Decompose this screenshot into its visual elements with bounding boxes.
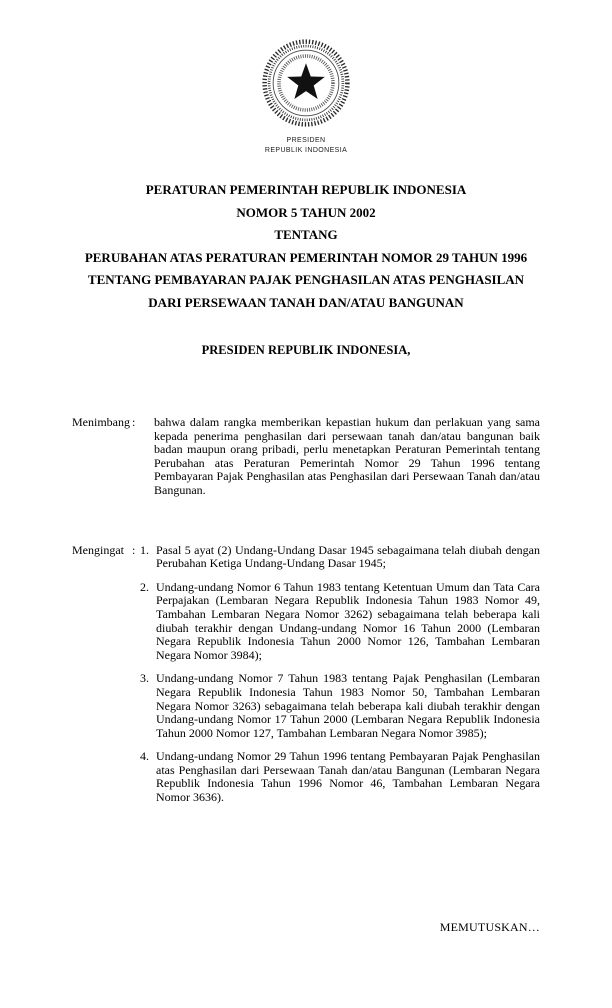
garuda-star-icon <box>261 38 351 128</box>
emblem-caption <box>72 136 540 155</box>
list-item-text: Undang-undang Nomor 29 Tahun 1996 tentang Pembayaran Pajak Penghasilan atas Penghasilan dari Persewaan Tanah dan/atau Bangunan (Lembaran Negara Republik Indonesia Tahun 1996 Nomor 46, Tambahan Lembaran Negara Nomor 3636). <box>156 749 540 805</box>
title-line: DARI PERSEWAAN TANAH DAN/ATAU BANGUNAN <box>148 294 464 310</box>
list-item-number: 1. <box>140 542 149 557</box>
section-label-mengingat: Mengingat <box>72 542 124 557</box>
list-item <box>140 544 540 571</box>
legal-basis-section <box>72 544 540 815</box>
list-item-text: Pasal 5 ayat (2) Undang-Undang Dasar 1945 sebagaimana telah diubah dengan Perubahan Ketiga Undang-Undang Dasar 1945; <box>156 542 540 571</box>
list-item-number: 2. <box>140 579 149 594</box>
considering-section <box>72 416 540 498</box>
list-item-number: 3. <box>140 671 149 686</box>
salutation-line: PRESIDEN REPUBLIK INDONESIA, <box>201 343 411 357</box>
title-line: PERATURAN PEMERINTAH REPUBLIK INDONESIA <box>145 182 467 197</box>
legal-basis-list <box>140 544 540 815</box>
section-label-menimbang: Menimbang <box>72 415 130 429</box>
presidential-emblem <box>72 38 540 155</box>
list-item <box>140 581 540 663</box>
list-item-text: Undang-undang Nomor 6 Tahun 1983 tentang Ketentuan Umum dan Tata Cara Perpajakan (Lembaran Negara Republik Indonesia Tahun 1983 Nomor 49, Tambahan Lembaran Negara Nomor 3262) sebagaimana telah beberapa kali diubah terakhir dengan Undang-undang Nomor 16 Tahun 2000 (Lembaran Negara Republik Indonesia Tahun 2000 Nomor 126, Tambahan Lembaran Negara Nomor 3984); <box>156 579 540 662</box>
section-colon: : <box>132 415 136 429</box>
list-item-number: 4. <box>140 749 149 764</box>
section-colon: : <box>132 542 136 557</box>
list-item <box>140 672 540 740</box>
star-icon <box>287 63 325 99</box>
title-line-nomor: NOMOR 5 TAHUN 2002 <box>236 204 376 220</box>
document-title <box>72 179 540 314</box>
title-line: PERUBAHAN ATAS PERATURAN PEMERINTAH NOMOR 29 TAHUN 1996 <box>84 249 528 265</box>
emblem-caption-republik-indonesia: REPUBLIK INDONESIA <box>264 146 348 154</box>
title-line-tentang: TENTANG <box>274 227 338 242</box>
list-item-text: Undang-undang Nomor 7 Tahun 1983 tentang Pajak Penghasilan (Lembaran Negara Republik Indonesia Tahun 1983 Nomor 50, Tambahan Lembaran Negara Nomor 3263) sebagaimana telah beberapa kali diubah terakhir dengan Undang-undang Nomor 17 Tahun 2000 (Lembaran Negara Republik Indonesia Tahun 2000 Nomor 127, Tambahan Lembaran Negara Nomor 3985); <box>156 671 540 740</box>
considering-text: bahwa dalam rangka memberikan kepastian hukum dan perlakuan yang sama kepada penerima penghasilan dari persewaan tanah dan/atau bangunan baik badan maupun orang pribadi, perlu menetapkan Peraturan Pemerintah tentang Perubahan atas Peraturan Pemerintah Nomor 29 Tahun 1996 tentang Pembayaran Pajak Penghasilan atas Penghasilan dari Persewaan Tanah dan/atau Bangunan. <box>154 415 540 497</box>
list-item <box>140 750 540 804</box>
title-line: TENTANG PEMBAYARAN PAJAK PENGHASILAN ATAS PENGHASILAN <box>87 272 525 287</box>
emblem-caption-presiden: PRESIDEN <box>286 137 326 144</box>
memutuskan-line: MEMUTUSKAN… <box>439 920 540 934</box>
